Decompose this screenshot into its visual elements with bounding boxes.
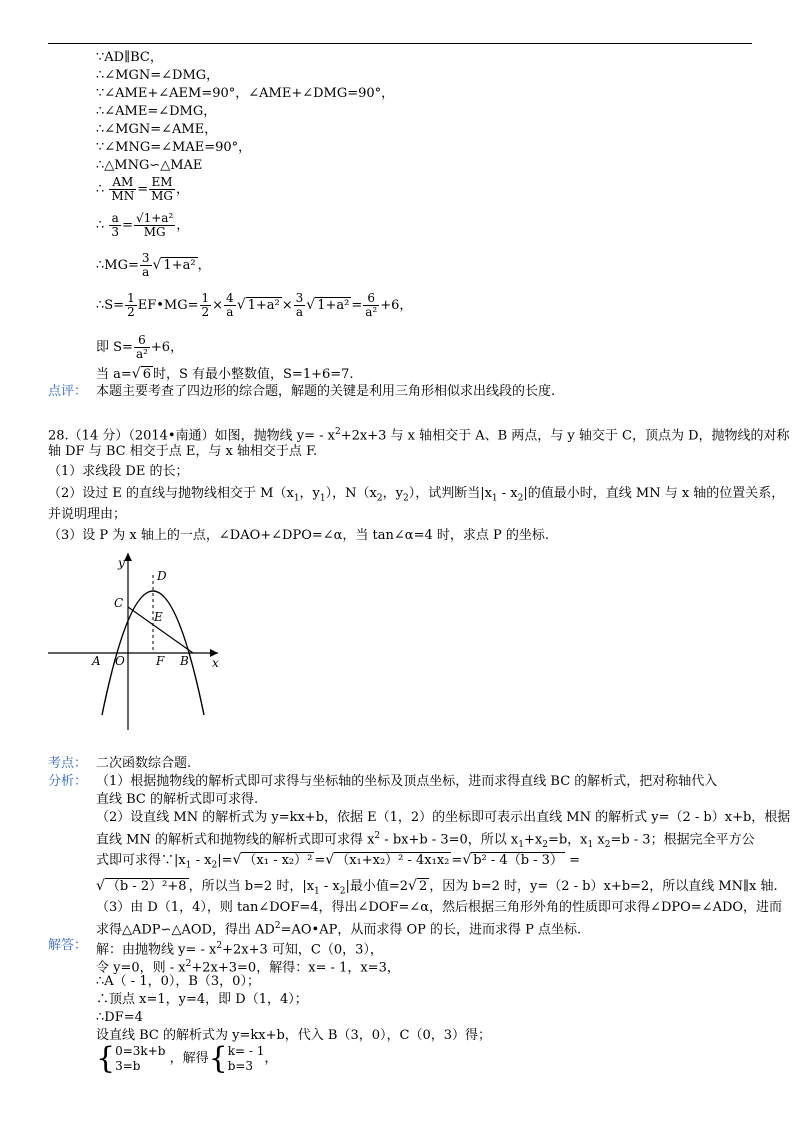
equation-system-2: k= - 1 b=3 (227, 1044, 265, 1073)
label-o: O (115, 654, 125, 668)
proof-line-8: ∴ $\frac{AM}{MN}$ = $\frac{EM}{MG}$ ， (96, 175, 190, 203)
fraction-em-mg: $\frac{EM}{MG}$ (151, 175, 173, 203)
label-e: E (154, 610, 163, 624)
proof-line-5: ∴∠MGN=∠AME， (96, 122, 218, 137)
kaodian-label: 考点： (48, 756, 88, 771)
fenxi-p3a: （3）由 D（1，4），则 tan∠DOF=4，得出∠DOF=∠α，然后根据三角形外角的性质即可求得∠DPO=∠ADO，进而 (96, 900, 783, 915)
jieda-l7: { 0=3k+b 3=b ，解得{ k= - 1 b=3 ， (96, 1041, 278, 1076)
jieda-label: 解答： (48, 938, 88, 953)
label-y: y (118, 556, 125, 570)
kaodian-text: 二次函数综合题. (96, 756, 192, 771)
proof-line-12: 即 S= $\frac{6}{\text{a²}}$ +6， (96, 333, 184, 361)
problem-line-2: 轴 DF 与 BC 相交于点 E，与 x 轴相交于点 F. (48, 444, 318, 459)
fraction-a-3: $\frac{a}{3}$ (111, 211, 120, 239)
fraction-3-a: $\frac{3}{a}$ (141, 251, 150, 279)
fraction-1-2b: $\frac{1}{2}$ (201, 291, 210, 319)
equation-system-1: 0=3k+b 3=b (115, 1044, 166, 1073)
label-x: x (212, 656, 219, 670)
label-c: C (114, 596, 124, 610)
label-d: D (157, 569, 167, 583)
jieda-l2: 令 y=0，则 - $x^2+2x+3=0$，解得：x= - 1，x=3， (96, 959, 400, 976)
label-b: B (180, 654, 189, 668)
comment-label: 点评： (48, 384, 88, 399)
proof-line-2: ∴∠MGN=∠DMG， (96, 68, 220, 83)
proof-line-1: ∵AD∥BC， (96, 50, 163, 65)
jieda-l4: ∴顶点 x=1，y=4，即 D（1，4）； (96, 992, 308, 1007)
fraction-4-a: $\frac{4}{a}$ (226, 291, 234, 319)
fenxi-p2c: 式即可求得$\because|x_1 - x_2|=√$ （x₁ - x₂）² =√ （x₁+x₂）² - 4x₁x₂ =√ b² - 4（b - 3） = (96, 852, 580, 871)
fenxi-p1a: （1）根据抛物线的解析式即可求得与坐标轴的坐标及顶点坐标，进而求得直线 BC 的解析式，把对称轴代入 (96, 774, 718, 789)
jieda-l6: 设直线 BC 的解析式为 y=kx+b，代入 B（3，0），C（0，3）得； (96, 1028, 492, 1043)
problem-q3: （3）设 P 为 x 轴上的一点，∠DAO+∠DPO=∠α，当 tan∠α=4 时，求点 P 的坐标. (48, 528, 550, 543)
radical-1: （x₁ - x₂）² (243, 853, 313, 868)
fraction-6-a2-b: $\frac{6}{\text{a²}}$ (135, 333, 148, 361)
label-f: F (156, 654, 165, 668)
fenxi-p2d: √ （b - 2）²+8 ，所以当 b=2 时，$|x_1 - x_2|$最小值=2√ 2 ，因为 b=2 时，y=（2 - b）x+b=2，所以直线 MN∥x 轴. (96, 878, 778, 897)
fenxi-label: 分析： (48, 774, 88, 789)
comment-text: 本题主要考查了四边形的综合题，解题的关键是利用三角形相似求出线段的长度. (96, 384, 556, 399)
fenxi-p2a: （2）设直线 MN 的解析式为 y=kx+b，依据 E（1，2）的坐标即可表示出直线 MN 的解析式 y=（2 - b）x+b，根据 (96, 810, 791, 825)
problem-q2-line2: 并说明理由； (48, 507, 127, 522)
parabola-figure (40, 545, 230, 735)
jieda-l3: ∴A（ - 1，0），B（3，0）； (96, 974, 260, 989)
fenxi-p3b: 求得△ADP∽△AOD，得出 $AD^2=AO•AP$，从而求得 OP 的长，进而求得 P 点坐标. (96, 921, 582, 938)
proof-line-10: ∴MG= $\frac{3}{a}$ √ 1+a² ， (96, 251, 211, 279)
y-axis-arrow (124, 553, 132, 561)
fraction-am-mn: $\frac{AM}{MN}$ (111, 175, 135, 203)
proof-line-4: ∴∠AME=∠DMG， (96, 104, 217, 119)
label-a: A (92, 654, 101, 668)
fraction-1-2: $\frac{1}{2}$ (127, 291, 135, 319)
radical-4: （b - 2）²+8 (106, 879, 187, 894)
fraction-root-mg: $\frac{\text{√1+a²}}{MG}$ (135, 211, 174, 239)
proof-line-3: ∵∠AME+∠AEM=90°，∠AME+∠DMG=90°， (96, 86, 395, 101)
proof-line-6: ∵∠MNG=∠MAE=90°， (96, 140, 252, 155)
radical-3: b² - 4（b - 3） (473, 853, 563, 868)
jieda-l1: 解：由抛物线 $y= - x^2+2x+3$ 可知，C（0，3）， (96, 941, 383, 958)
proof-line-13: 当 a=√ 6 时，S 有最小整数值，S=1+6=7. (96, 366, 354, 382)
jieda-l5: ∴DF=4 (96, 1010, 143, 1025)
fenxi-p2b: 直线 MN 的解析式和抛物线的解析式即可求得 $x^2 - bx+b - 3=0$，所以 $x_1+x_2=b$，$x_1$ $x_2=b - 3$；根据完全平方公 (96, 831, 755, 850)
problem-q2: （2）设过 E 的直线与抛物线相交于 $M(x_1$，$y_1$），$N(x_2$，$y_2$），试判断当$|x_1 - x_2|$的值最小时，直线 MN 与 x 轴的位置关系， (48, 486, 785, 504)
fraction-6-a2: $\frac{6}{\text{a²}}$ (365, 291, 378, 319)
problem-q1: （1）求线段 DE 的长； (48, 464, 189, 479)
fraction-3-a-b: $\frac{3}{a}$ (295, 291, 304, 319)
proof-line-7: ∴△MNG∽△MAE (96, 158, 203, 173)
radical-2: （x₁+x₂）² - 4x₁x₂ (336, 853, 450, 868)
fenxi-p1b: 直线 BC 的解析式即可求得. (96, 792, 259, 807)
problem-line-1: 28.（14 分）（2014•南通）如图，抛物线 $y= - x^2+2x+3$ 与 x 轴相交于 A、B 两点，与 y 轴交于 C，顶点为 D，抛物线的对称 (48, 427, 790, 444)
proof-line-9: ∴ $\frac{a}{3}$ = $\frac{\text{√1+a²}}{MG}$ ， (96, 211, 190, 239)
header-rule (48, 43, 752, 44)
proof-line-11: ∴S= $\frac{1}{2}$ EF•MG= $\frac{1}{2}$ × $\frac{4}{a}$ √ 1+a² × $\frac{3}{a}$ √ 1+a² = $\frac{6}{\text{a²}}$ +6， (96, 291, 413, 319)
